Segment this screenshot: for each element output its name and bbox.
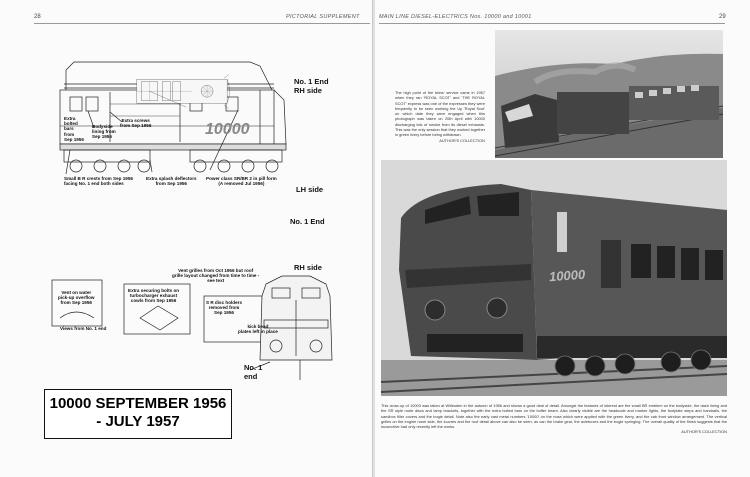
drawing-title-line2: - JULY 1957 [96, 413, 180, 430]
label-kick-bead: kick bead plates left in place [238, 324, 278, 335]
label-extra-bolted-bars: Extra bolted bars from Sep 1956 [64, 116, 84, 142]
label-no1-end-rh-side: No. 1 End RH side [294, 77, 329, 95]
label-bodyside-lining: Bodyside lining from Sep 1956 [92, 124, 116, 140]
label-no1-end-plan: No. 1 End [290, 217, 325, 226]
label-sr-disc-holders: S R disc holders removed from Sep 1956 [206, 300, 242, 316]
page-number-left: 28 [34, 14, 41, 20]
label-extra-splash-deflectors: Extra splash deflectors from Sep 1956 [146, 176, 197, 187]
label-power-class: Power class SR/BR 2 in pill form (A removed Jul 1956) [206, 176, 277, 187]
top-caption-credit: AUTHOR'S COLLECTION [439, 137, 485, 143]
label-lh-side: LH side [296, 185, 324, 194]
label-vent-water-pickup: Vent on water pick-up overflow from Sep 1956 [58, 290, 95, 306]
label-no1-end-front: No. 1 end [244, 363, 263, 381]
label-views-from-no1-end: Views from No. 1 end [60, 326, 107, 331]
running-header-right: MAIN LINE DIESEL-ELECTRICS Nos. 10000 and 10001 [379, 14, 532, 20]
header-rule-right [379, 23, 725, 24]
label-vent-grilles: Vent grilles from Oct 1956 but roof grille layout changed from time to time - see text [172, 268, 260, 284]
bottom-photo-caption [381, 403, 727, 435]
side-loco-number: 10000 [205, 121, 250, 138]
running-header-left: PICTORIAL SUPPLEMENT [286, 14, 360, 20]
label-rh-side: RH side [294, 263, 322, 272]
bottom-caption-credit: AUTHOR'S COLLECTION [681, 429, 727, 435]
label-extra-securing-bolts: Extra securing bolts on turbocharger exhaust cowls from Sep 1956 [128, 288, 180, 304]
bottom-caption-text: This close-up of 10000 was taken at Willesden in the autumn of 1956 and shows a good deal of detail. Amongst the features of interest are the small BR emblem on the bodyside, the dash lining and the SR style route discs and lamp brackets, together with the extra bolted bars on the buffer beam. Also clearly visible are the headcode and marker lights, the footplate steps and handrails, the sandbox filler covers and the bogie detail. Note also the early cast metal numbers '10000' on the nose which were applied with the green livery, and the cab front window arrangement. The vertical grilles on the engine room side, the louvres and the roof detail above can also be seen, as can the brake gear, the axleboxes and the bogie springing. The overall quality of the finish suggests that the locomotive had only recently left the works. [381, 403, 727, 430]
top-photo [495, 30, 723, 158]
top-photo-caption [395, 90, 485, 143]
right-page [375, 0, 750, 477]
left-page [0, 0, 373, 477]
label-small-br-crests: Small B R crests from Sep 1956 facing No. 1 end both sides [64, 176, 133, 187]
drawing-title-line1: 10000 SEPTEMBER 1956 [49, 395, 227, 412]
top-caption-text: The high point of the twins' service came in 1957 when they ran 'ROYAL SCOT' and 'THE ROYAL SCOT' express was one of the expresses they were frequently to be seen working the Up 'Royal Scot' on which date they were engaged when this photograph was taken on 20th April with 10000 discharging lots of smoke from its diesel exhausts. This was the only session that they worked together in green livery before being withdrawn. [395, 90, 485, 138]
label-extra-screws: Extra screws from Sep 1956 [120, 118, 152, 129]
page-number-right: 29 [719, 14, 726, 20]
photo-loco-number: 10000 [548, 266, 586, 285]
drawing-title-box [44, 389, 232, 439]
